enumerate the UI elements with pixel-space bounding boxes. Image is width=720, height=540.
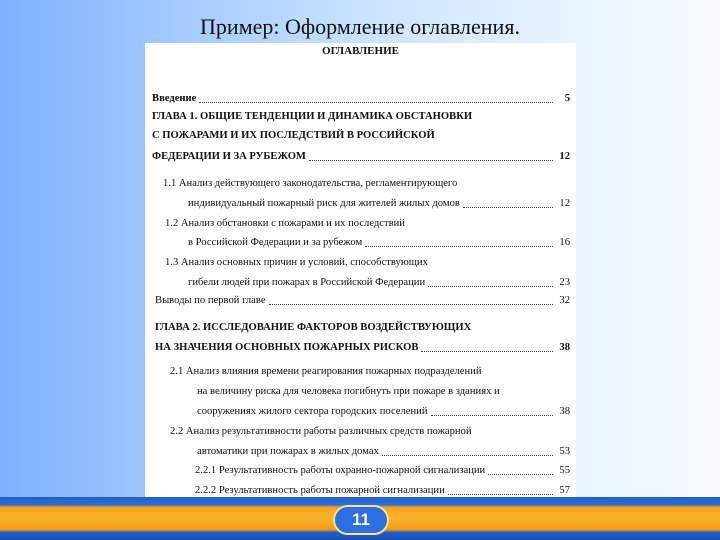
toc-page-number: 38: [559, 342, 570, 353]
toc-entry-text: 2.2.2 Результативность работы пожарной сигнализации: [195, 485, 445, 496]
leader-dots: [428, 285, 553, 287]
toc-entry-text: ФЕДЕРАЦИИ И ЗА РУБЕЖОМ: [152, 151, 306, 162]
toc-page-number: 55: [559, 465, 570, 476]
toc-page-number: 5: [564, 93, 570, 104]
slide-number-badge: 11: [333, 505, 389, 535]
toc-entry-chapter2: [155, 341, 570, 355]
toc-entry-1-3: [188, 276, 570, 290]
leader-dots: [488, 473, 553, 475]
chapter2-line1: ГЛАВА 2. ИССЛЕДОВАНИЕ ФАКТОРОВ ВОЗДЕЙСТВУЮЩИХ: [155, 322, 472, 333]
toc-heading: ОГЛАВЛЕНИЕ: [322, 45, 399, 57]
leader-dots: [269, 303, 553, 305]
leader-dots: [309, 159, 553, 161]
toc-entry-2-2-1: [195, 464, 570, 478]
leader-dots: [431, 414, 553, 416]
section-2-1-line1: 2.1 Анализ влияния времени реагирования пожарных подразделений: [170, 366, 482, 377]
toc-page-number: 12: [559, 151, 570, 162]
chapter1-line1: ГЛАВА 1. ОБЩИЕ ТЕНДЕНЦИИ И ДИНАМИКА ОБСТАНОВКИ: [152, 111, 473, 122]
leader-dots: [448, 493, 553, 495]
section-2-1-line2: на величину риска для человека погибнуть при пожаре в зданиях и: [197, 386, 500, 397]
toc-page-number: 23: [559, 277, 570, 288]
toc-entry-conclusions: [155, 294, 570, 308]
document-page: [145, 43, 576, 498]
section-1-1-line1: 1.1 Анализ действующего законодательства, регламентирующего: [163, 178, 458, 189]
toc-entry-text: НА ЗНАЧЕНИЯ ОСНОВНЫХ ПОЖАРНЫХ РИСКОВ: [155, 342, 419, 353]
toc-entry-text: автоматики при пожарах в жилых домах: [197, 446, 379, 457]
section-1-3-line1: 1.3 Анализ основных причин и условий, способствующих: [165, 257, 428, 268]
leader-dots: [365, 245, 553, 247]
toc-entry-intro: [152, 92, 570, 106]
leader-dots: [382, 454, 553, 456]
toc-entry-text: Введение: [152, 93, 197, 104]
toc-entry-1-1: [188, 197, 570, 211]
toc-entry-text: 2.2.1 Результативность работы охранно-пожарной сигнализации: [195, 465, 486, 476]
slide-title: Пример: Оформление оглавления.: [200, 14, 520, 39]
chapter1-line2: С ПОЖАРАМИ И ИХ ПОСЛЕДСТВИЙ В РОССИЙСКОЙ: [152, 130, 435, 141]
toc-page-number: 12: [559, 198, 570, 209]
toc-entry-text: Выводы по первой главе: [155, 295, 266, 306]
leader-dots: [463, 206, 553, 208]
toc-entry-1-2: [188, 236, 570, 250]
toc-entry-text: в Российской Федерации и за рубежом: [188, 237, 363, 248]
toc-page-number: 32: [559, 295, 570, 306]
toc-entry-text: сооружениях жилого сектора городских поселений: [197, 406, 428, 417]
toc-entry-chapter1: [152, 150, 570, 164]
leader-dots: [199, 101, 553, 103]
section-1-2-line1: 1.2 Анализ обстановки с пожарами и их последствий: [165, 218, 405, 229]
leader-dots: [421, 350, 553, 352]
toc-page-number: 57: [559, 485, 570, 496]
section-2-2-line1: 2.2 Анализ результативности работы различных средств пожарной: [170, 426, 472, 437]
toc-entry-2-2: [197, 445, 570, 459]
toc-entry-2-1: [197, 405, 570, 419]
toc-page-number: 38: [559, 406, 570, 417]
toc-entry-text: индивидуальный пожарный риск для жителей жилых домов: [188, 198, 460, 209]
toc-entry-2-2-2: [195, 484, 570, 498]
toc-page-number: 16: [559, 237, 570, 248]
toc-entry-text: гибели людей при пожарах в Российской Федерации: [188, 277, 426, 288]
toc-page-number: 53: [559, 446, 570, 457]
